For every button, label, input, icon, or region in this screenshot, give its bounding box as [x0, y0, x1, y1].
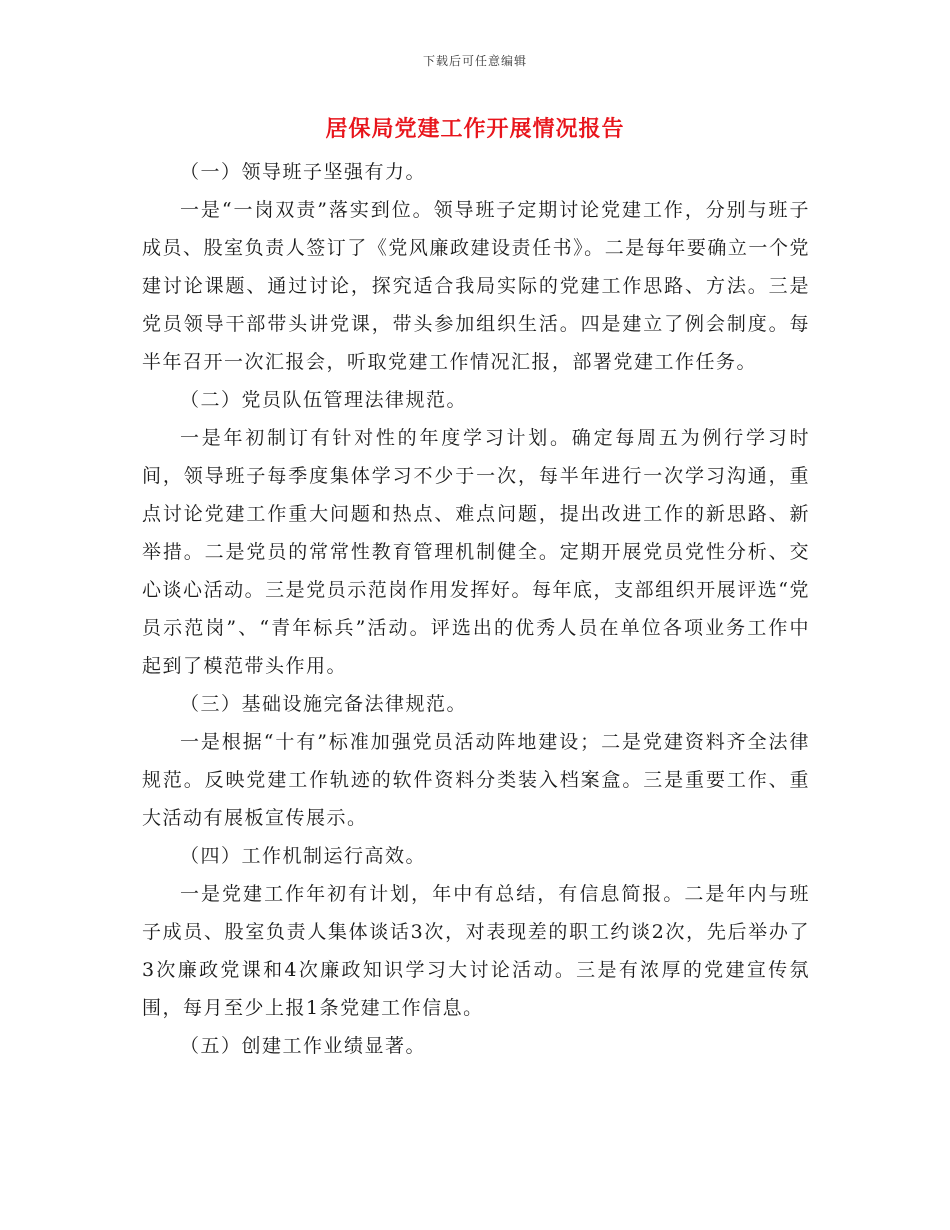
document-body [142, 153, 810, 1065]
section-heading-1: （一）领导班子坚强有力。 [180, 161, 427, 183]
section-heading-3: （三）基础设施完备法律规范。 [180, 693, 468, 715]
paragraph-4: 一是党建工作年初有计划，年中有总结，有信息简报。二是年内与班子成员、股室负责人集体谈话3次，对表现差的职工约谈2次，先后举办了3次廉政党课和4次廉政知识学习大讨论活动。三是有浓厚的党建宣传氛围，每月至少上报1条党建工作信息。 [142, 883, 810, 1019]
paragraph-1: 一是“一岗双责”落实到位。领导班子定期讨论党建工作，分别与班子成员、股室负责人签订了《党风廉政建设责任书》。二是每年要确立一个党建讨论课题、通过讨论，探究适合我局实际的党建工作思路、方法。三是党员领导干部带头讲党课，带头参加组织生活。四是建立了例会制度。每半年召开一次汇报会，听取党建工作情况汇报，部署党建工作任务。 [142, 199, 810, 373]
section-heading-5: （五）创建工作业绩显著。 [180, 1035, 427, 1057]
paragraph-3: 一是根据“十有”标准加强党员活动阵地建设；二是党建资料齐全法律规范。反映党建工作轨迹的软件资料分类装入档案盒。三是重要工作、重大活动有展板宣传展示。 [142, 731, 810, 829]
header-note: 下载后可任意编辑 [422, 54, 527, 68]
section-heading-4: （四）工作机制运行高效。 [180, 845, 427, 867]
section-heading-2: （二）党员队伍管理法律规范。 [180, 389, 468, 411]
paragraph-2: 一是年初制订有针对性的年度学习计划。确定每周五为例行学习时间，领导班子每季度集体学习不少于一次，每半年进行一次学习沟通，重点讨论党建工作重大问题和热点、难点问题，提出改进工作的新思路、新举措。二是党员的常常性教育管理机制健全。定期开展党员党性分析、交心谈心活动。三是党员示范岗作用发挥好。每年底，支部组织开展评选“党员示范岗”、“青年标兵”活动。评选出的优秀人员在单位各项业务工作中起到了模范带头作用。 [142, 427, 810, 677]
document-title: 居保局党建工作开展情况报告 [325, 116, 625, 142]
